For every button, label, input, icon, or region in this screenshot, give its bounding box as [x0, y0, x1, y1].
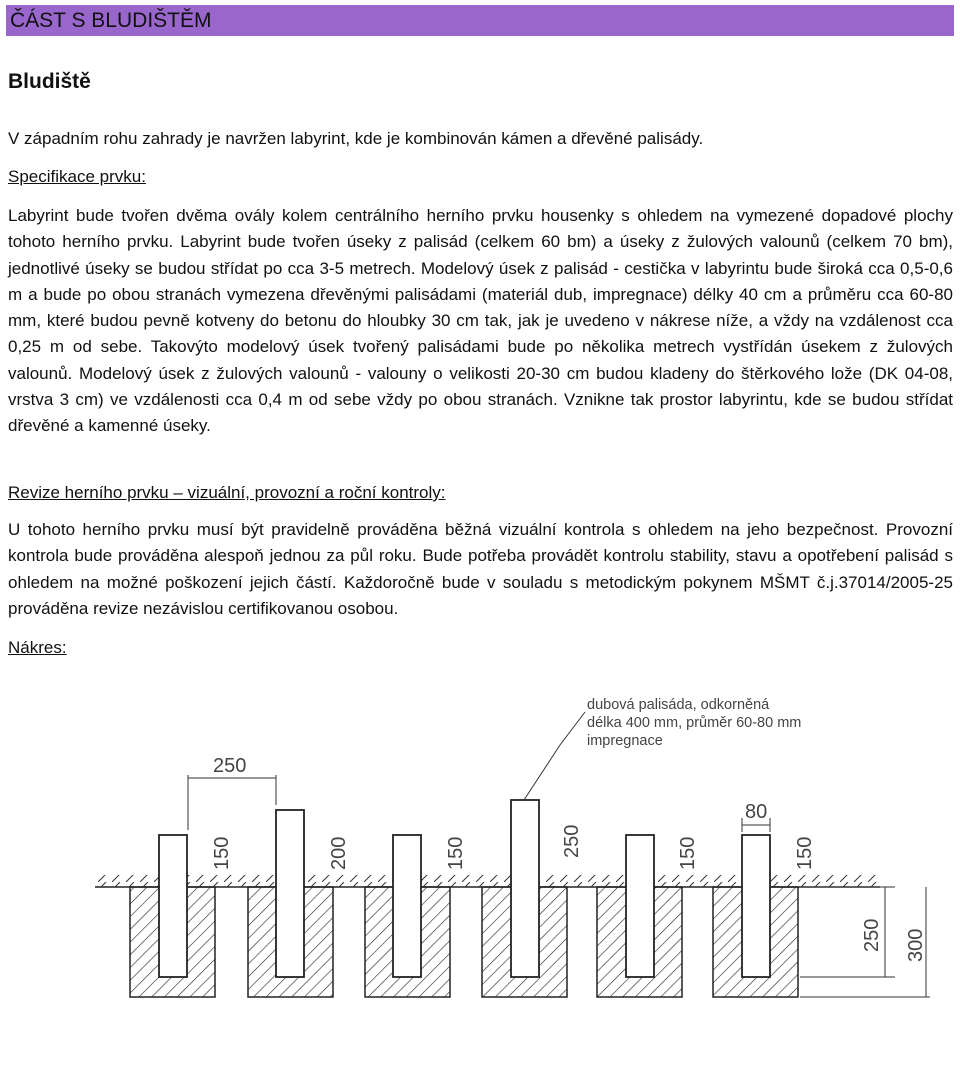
dim-height-3: 150 [445, 836, 467, 870]
nakres-label: Nákres: [8, 638, 67, 657]
dim-spacing-label: 250 [213, 755, 247, 777]
note-line-1: dubová palisáda, odkorněná [587, 697, 770, 713]
revize-label: Revize herního prvku – vizuální, provozní a roční kontroly: [8, 483, 446, 502]
dim-height-2: 200 [328, 836, 350, 870]
heading: Bludiště [8, 70, 91, 93]
section-banner: ČÁST S BLUDIŠTĚM [6, 5, 954, 36]
dim-width-label: 80 [745, 801, 768, 823]
intro-text: V západním rohu zahrady je navržen labyrint, kde je kombinován kámen a dřevěné palisády. [8, 129, 704, 148]
spec-text: Labyrint bude tvořen dvěma ovály kolem centrálního herního prvku housenky s ohledem na vymezené dopadové plochy tohoto herního prvku. Labyrint bude tvořen úseky z palisád (celkem 60 bm) a úseky z žulových valounů (celkem 70 bm), jednotlivé úseky se budou střídat po cca 3-5 metrech. Modelový úsek z palisád - cestička v labyrintu bude široká cca 0,5-0,6 m a bude po obou stranách vymezena dřevěnými palisádami (materiál dub, impregnace) délky 40 cm a průměru cca 60-80 mm, které budou pevně kotveny do betonu do hloubky 30 cm tak, jak je uvedeno v nákrese níže, a vždy na vzdálenost cca 0,25 m od sebe. Takovýto modelový úsek tvořený palisádami bude po několika metrech vystřídán úsekem z žulových valounů. Modelový úsek z žulových valounů - valouny o velikosti 20-30 cm budou kladeny do štěrkového lože (DK 04-08, vrstva 3 cm) ve vzdálenosti cca 0,4 m od sebe vždy po obou stranách. Vznikne tak prostor labyrintu, kde se budou střídat dřevěné a kamenné úseky. [8, 206, 953, 436]
revize-text: U tohoto herního prvku musí být pravidelně prováděna běžná vizuální kontrola s ohledem na jeho bezpečnost. Provozní kontrola bude prováděna alespoň jednou za půl roku. Bude potřeba provádět kontrolu stability, stavu a opotřebení palisád s ohledem na možné poškození jejich částí. Každoročně bude v souladu s metodickým pokynem MŠMT č.j.37014/2005-25 prováděna revize nezávislou certifikovanou osobou. [8, 520, 953, 618]
note-leader [524, 712, 585, 800]
concrete-footings [130, 887, 798, 997]
dim-depth-total: 300 [905, 928, 927, 962]
dim-height-1: 150 [211, 836, 233, 870]
technical-drawing [0, 690, 960, 1069]
note-line-2: délka 400 mm, průměr 60-80 mm [587, 715, 802, 731]
spec-label: Specifikace prvku: [8, 167, 146, 186]
note-line-3: impregnace [587, 733, 663, 749]
spacing-dimension [188, 775, 276, 830]
dim-height-4: 250 [561, 824, 583, 858]
dim-height-5: 150 [677, 836, 699, 870]
dim-depth-post: 250 [861, 918, 883, 952]
dim-height-6: 150 [794, 836, 816, 870]
